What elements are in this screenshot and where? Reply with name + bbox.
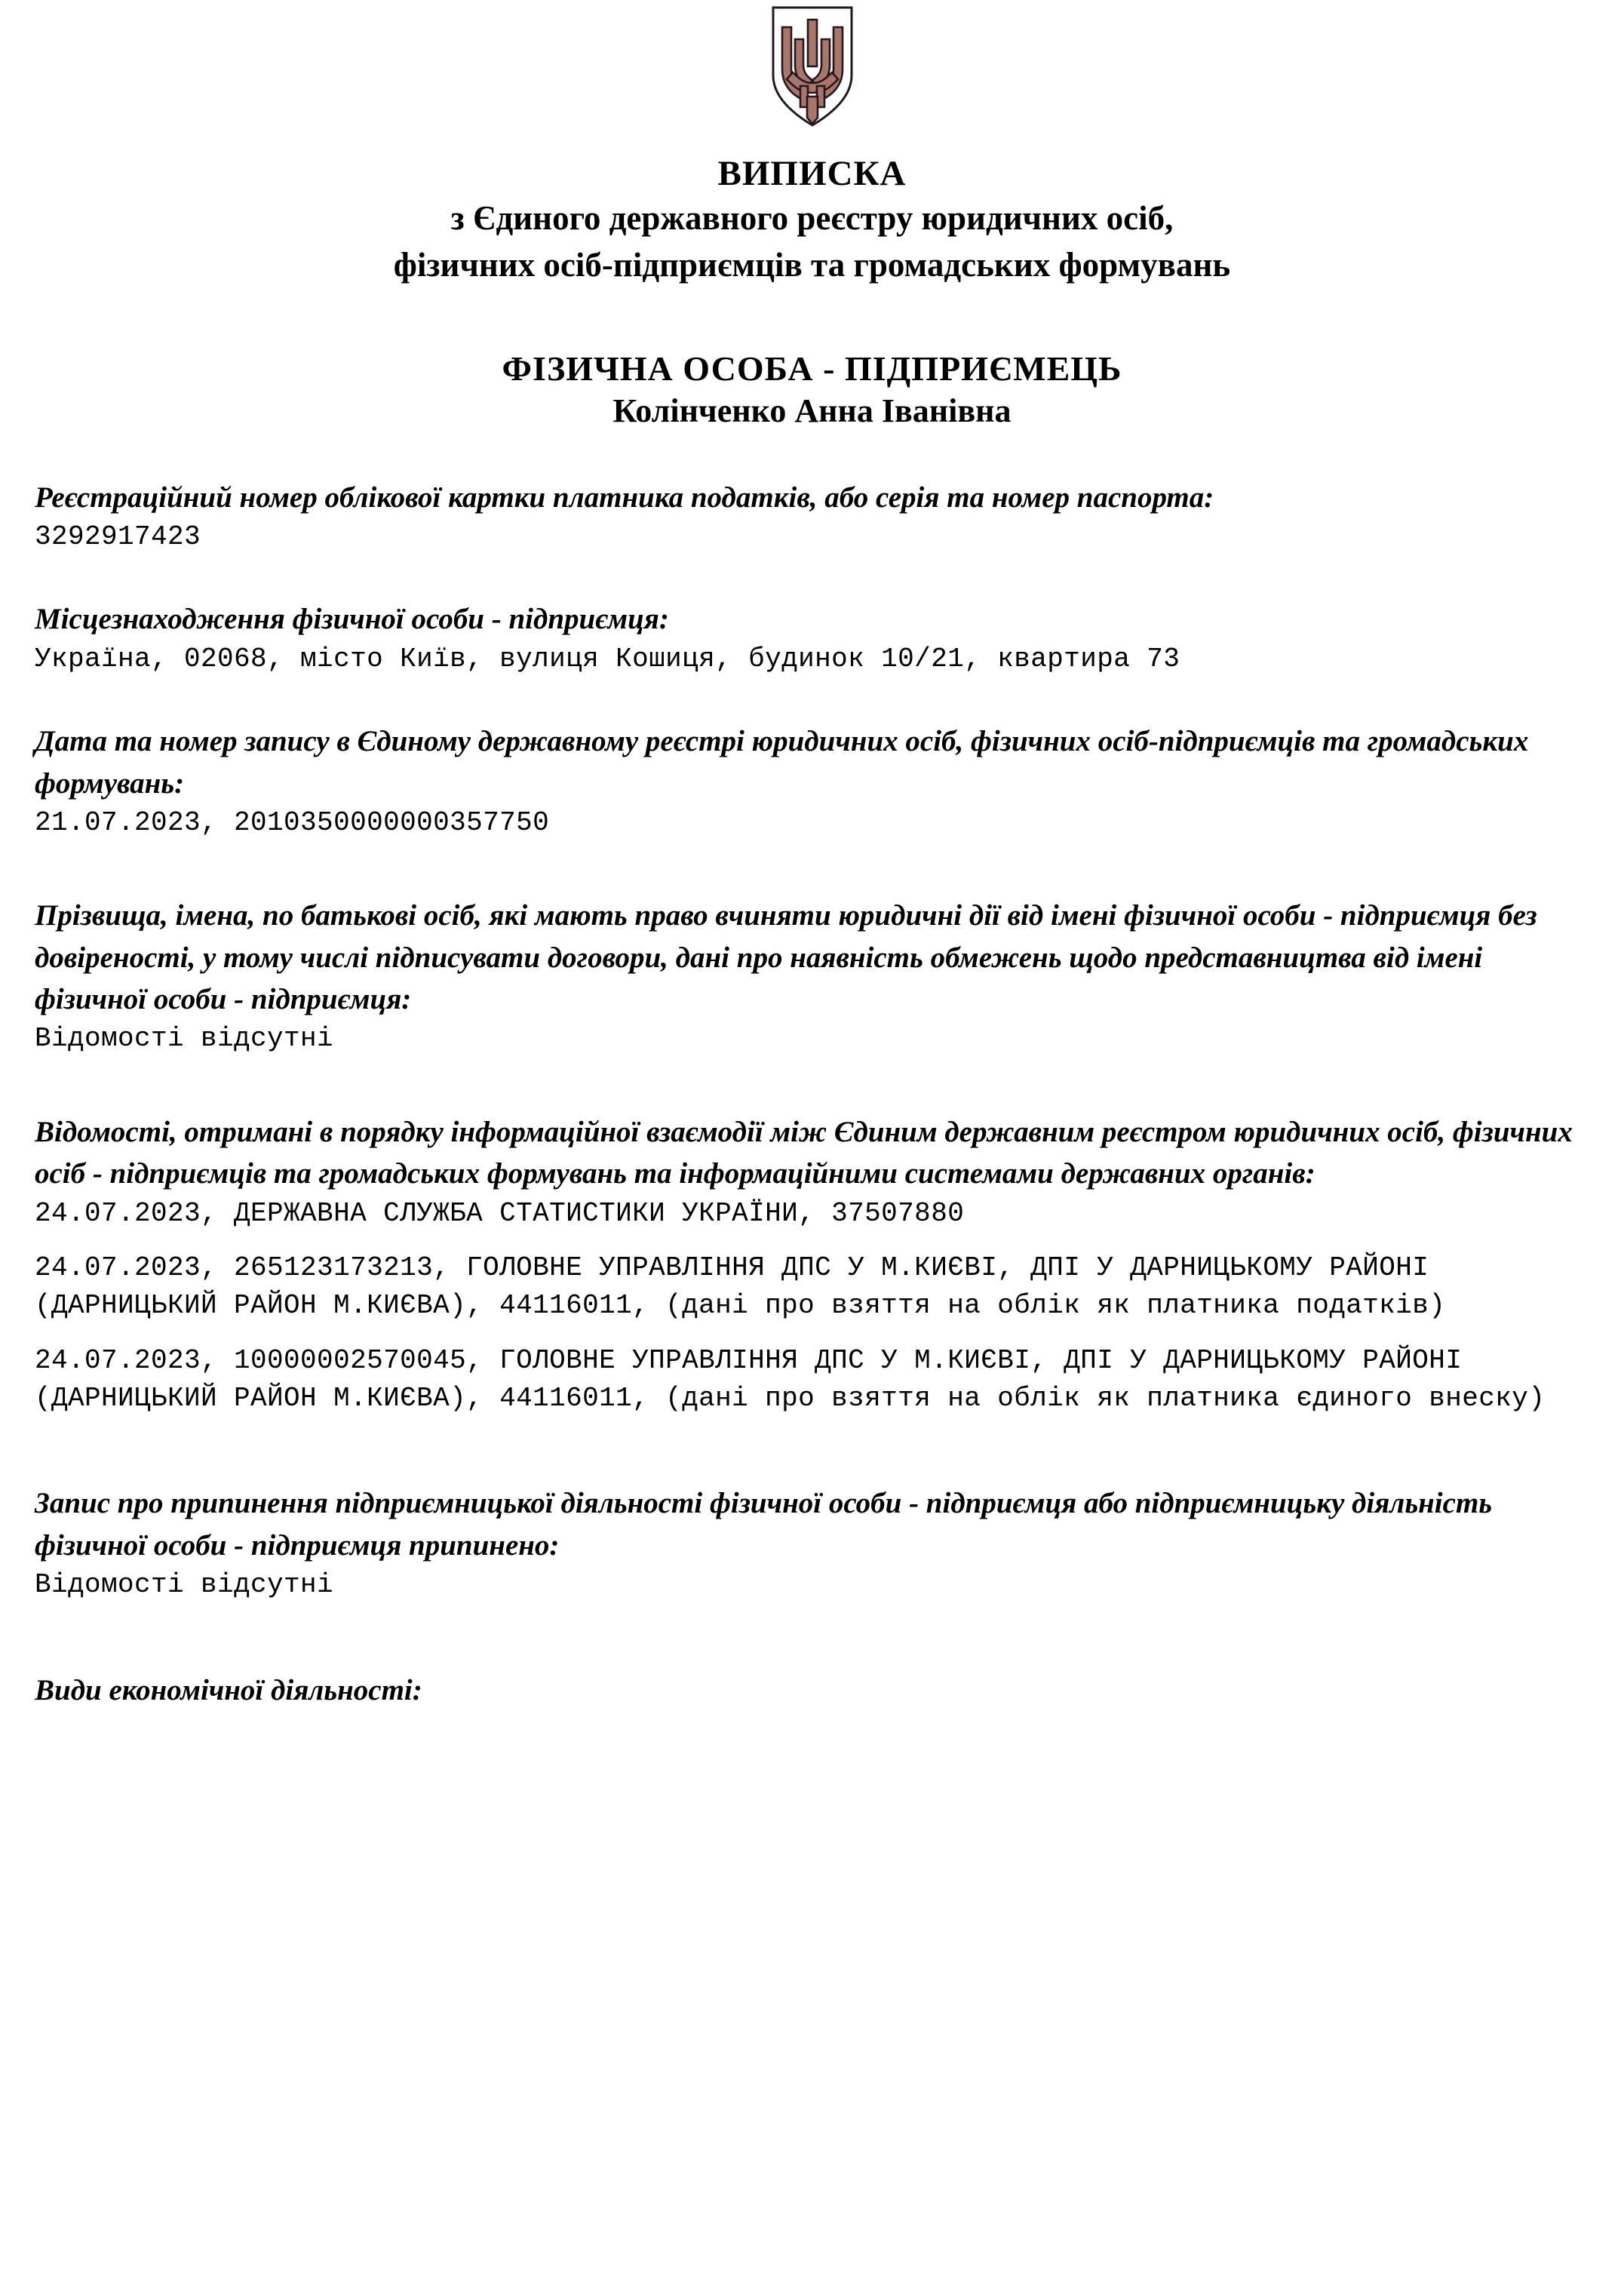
taxpayer-number-label: Реєстраційний номер облікової картки платника податків, або серія та номер паспорта:: [35, 481, 1214, 514]
interagency-entry-tax-payer: 24.07.2023, 265123173213, ГОЛОВНЕ УПРАВЛІННЯ ДПС У М.КИЄВІ, ДПІ У ДАРНИЦЬКОМУ РАЙОНІ (ДАРНИЦЬКИЙ РАЙОН М.КИЄВА), 44116011, (дані про взяття на облік як платника податків): [35, 1252, 1446, 1322]
representatives-value: Відомості відсутні: [35, 1023, 334, 1055]
interagency-entry-single-contribution: 24.07.2023, 10000002570045, ГОЛОВНЕ УПРАВЛІННЯ ДПС У М.КИЄВІ, ДПІ У ДАРНИЦЬКОМУ РАЙОНІ (ДАРНИЦЬКИЙ РАЙОН М.КИЄВА), 44116011, (дані про взяття на облік як платника єдиного внеску): [35, 1344, 1546, 1414]
field-registry-record: [35, 720, 1589, 842]
fields-container: [35, 477, 1589, 1711]
spacer: [35, 1325, 1589, 1342]
termination-record-value: Відомості відсутні: [35, 1569, 334, 1601]
spacer: [35, 556, 1589, 598]
spacer: [35, 1233, 1589, 1249]
document-title: ВИПИСКА: [717, 154, 907, 193]
field-taxpayer-number: [35, 477, 1589, 557]
registry-record-value: 21.07.2023, 2010350000000357750: [35, 806, 550, 838]
field-representatives: [35, 895, 1589, 1058]
entity-name-heading: Колінченко Анна Іванівна: [612, 392, 1012, 430]
spacer: [35, 842, 1589, 895]
entity-type-heading: ФІЗИЧНА ОСОБА - ПІДПРИЄМЕЦЬ: [502, 349, 1122, 388]
field-location: [35, 598, 1589, 678]
interagency-entry-statistics: 24.07.2023, ДЕРЖАВНА СЛУЖБА СТАТИСТИКИ УКРАЇНИ, 37507880: [35, 1197, 965, 1229]
spacer: [35, 678, 1589, 720]
document-subtitle-line-2: фізичних осіб-підприємців та громадських формувань: [393, 246, 1231, 284]
field-termination-record: [35, 1482, 1589, 1604]
economic-activities-label: Види економічної діяльності:: [35, 1673, 422, 1706]
emblem-container: [35, 0, 1589, 127]
registry-record-label: Дата та номер запису в Єдиному державному реєстрі юридичних осіб, фізичних осіб-підприємців та громадських формувань:: [35, 725, 1529, 800]
location-label: Місцезнаходження фізичної особи - підприємця:: [35, 603, 669, 636]
taxpayer-number-value: 3292917423: [35, 521, 201, 552]
field-economic-activities: [35, 1669, 1589, 1711]
spacer: [35, 1605, 1589, 1669]
location-value: Україна, 02068, місто Київ, вулиця Кошиця, будинок 10/21, квартира 73: [35, 643, 1180, 674]
termination-record-label: Запис про припинення підприємницької діяльності фізичної особи - підприємця або підприємницьку діяльність фізичної особи - підприємця припинено:: [35, 1487, 1493, 1562]
spacer: [35, 1058, 1589, 1111]
representatives-label: Прізвища, імена, по батькові осіб, які мають право вчиняти юридичні дії від імені фізичної особи - підприємця без довіреності, у тому числі підписувати договори, дані про наявність обмежень щодо представництва від імені фізичної особи - підприємця:: [35, 899, 1537, 1016]
ukrainian-coat-of-arms-tryzub-icon: [770, 6, 855, 127]
spacer: [35, 1418, 1589, 1482]
document-subtitle-line-1: з Єдиного державного реєстру юридичних осіб,: [450, 198, 1174, 237]
field-interagency-data: [35, 1111, 1589, 1418]
interagency-data-label: Відомості, отримані в порядку інформаційної взаємодії між Єдиним державним реєстром юридичних осіб, фізичних осіб - підприємців та громадських формувань та інформаційними системами державних органів:: [35, 1115, 1573, 1190]
